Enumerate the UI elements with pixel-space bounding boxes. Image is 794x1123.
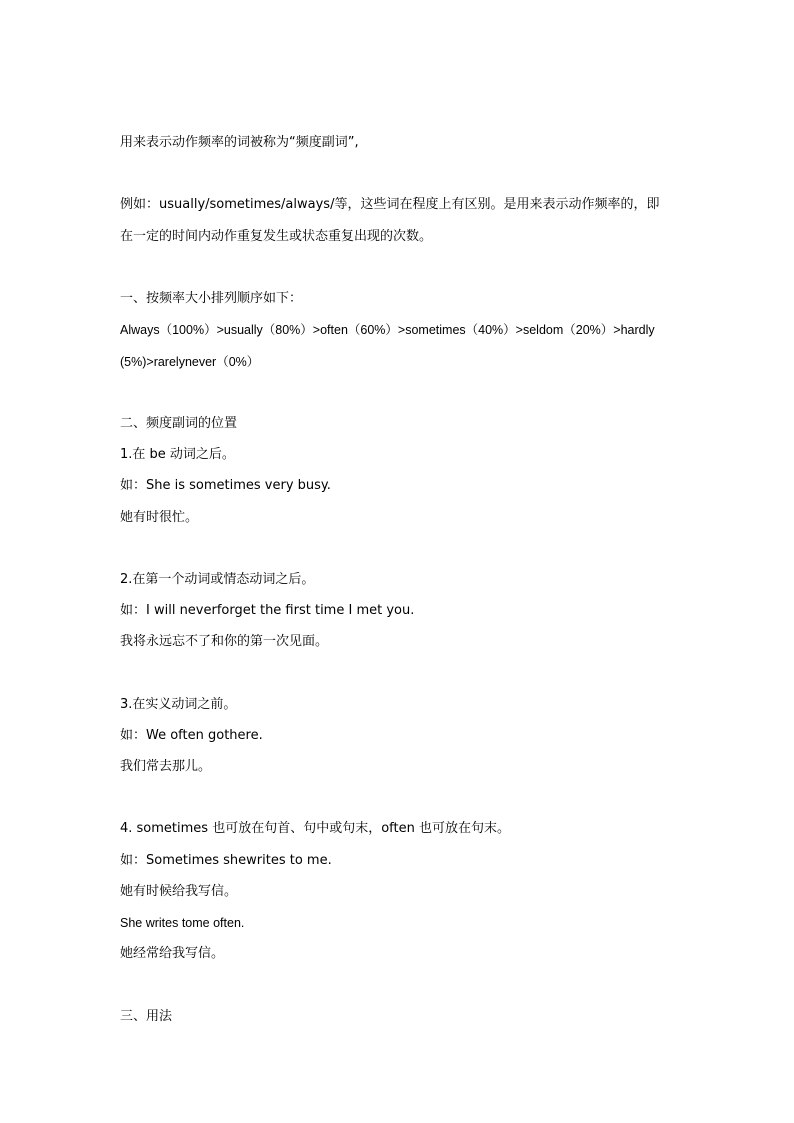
- rule-4-example-2: She writes tome often.: [120, 916, 245, 930]
- example-line-cont: 在一定的时间内动作重复发生或状态重复出现的次数。: [120, 229, 433, 244]
- example-line: 例如：usually/sometimes/always/等，这些词在程度上有区别。是用来表示动作频率的，即: [120, 197, 660, 212]
- rule-2-example: 如：I will neverforget the first time I met you.: [120, 603, 415, 618]
- frequency-order-line: Always（100%）>usually（80%）>often（60%）>sometimes（40%）>seldom（20%）>hardly: [120, 323, 655, 337]
- rule-1-translation: 她有时很忙。: [120, 510, 199, 525]
- rule-4: 4. sometimes 也可放在句首、句中或句末，often 也可放在句末。: [120, 821, 510, 836]
- section-2-heading: 二、频度副词的位置: [120, 416, 238, 431]
- rule-1-example: 如：She is sometimes very busy.: [120, 478, 331, 493]
- section-3-heading: 三、用法: [120, 1009, 173, 1024]
- rule-3: 3.在实义动词之前。: [120, 697, 237, 712]
- rule-1: 1.在 be 动词之后。: [120, 447, 235, 462]
- rule-4-translation-2: 她经常给我写信。: [120, 946, 225, 961]
- section-1-heading: 一、按频率大小排列顺序如下：: [120, 291, 303, 306]
- rule-3-translation: 我们常去那儿。: [120, 759, 212, 774]
- rule-4-example: 如：Sometimes shewrites to me.: [120, 853, 332, 868]
- rule-3-example: 如：We often gothere.: [120, 728, 263, 743]
- rule-2: 2.在第一个动词或情态动词之后。: [120, 572, 315, 587]
- rule-4-translation: 她有时候给我写信。: [120, 884, 238, 899]
- rule-2-translation: 我将永远忘不了和你的第一次见面。: [120, 634, 329, 649]
- frequency-order-line-cont: (5%)>rarelynever（0%）: [120, 355, 260, 369]
- intro-line: 用来表示动作频率的词被称为“频度副词”,: [120, 135, 359, 150]
